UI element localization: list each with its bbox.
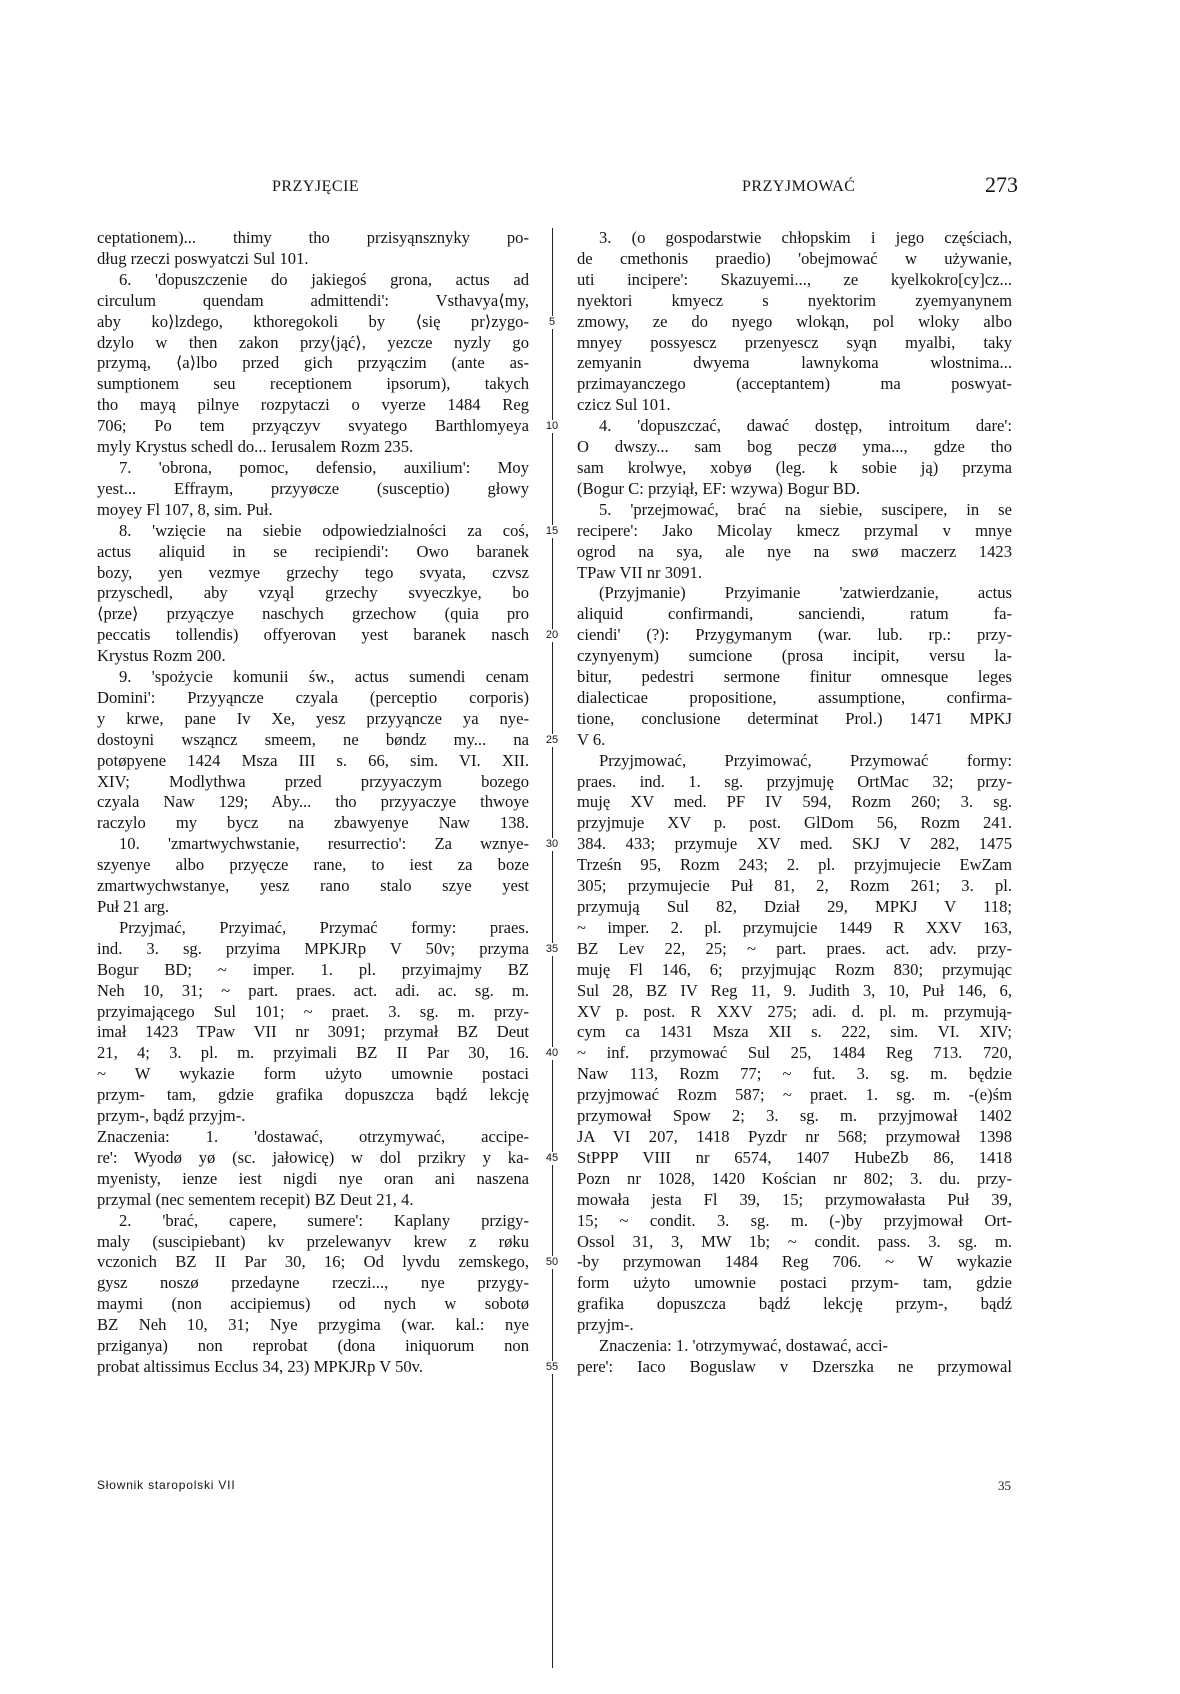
text-line: ~ imper. 2. pl. przymujcie 1449 R XXV 163, bbox=[577, 917, 1012, 937]
text-line: 6. 'dopuszczenie do jakiegoś grona, actus ad bbox=[119, 269, 529, 289]
text-line: nyektori kmyecz s nyektorim zyemyanynem bbox=[577, 290, 1012, 310]
text-line: szyenye albo przyęcze rane, to iest za boze bbox=[97, 855, 529, 875]
text-line: sam krolwye, xobyø (leg. k sobie ją) przyma bbox=[577, 457, 1012, 477]
text-line: bitur, pedestri sermone finitur omnesque leges bbox=[577, 667, 1012, 687]
text-line: Neh 10, 31; ~ part. praes. act. adi. ac. sg. m. bbox=[97, 980, 529, 1000]
text-line: grafika dopuszcza bądź lekcję przym-, bądź bbox=[577, 1294, 1012, 1314]
text-line: ogrod na sya, ale nye na swø maczerz 1423 bbox=[577, 541, 1012, 561]
text-line: myenisty, ienze iest nigdi nye oran ani naszena bbox=[97, 1168, 529, 1188]
text-line: przymal (nec sementem recepit) BZ Deut 21, 4. bbox=[97, 1189, 414, 1209]
text-line: 384. 433; przymuje XV med. SKJ V 282, 1475 bbox=[577, 834, 1012, 854]
text-line: JA VI 207, 1418 Pyzdr nr 568; przymował 1398 bbox=[577, 1126, 1012, 1146]
text-line: aliquid confirmandi, sanciendi, ratum fa- bbox=[577, 604, 1012, 624]
text-line: aby ko⟩lzdego, kthoregokoli by ⟨się pr⟩zygo- bbox=[97, 311, 529, 331]
left-column bbox=[97, 228, 529, 1378]
text-line: Puł 21 arg. bbox=[97, 897, 170, 916]
text-line: Pozn nr 1028, 1420 Kościan nr 802; 3. du. przy- bbox=[577, 1168, 1012, 1188]
text-line: mowała jesta Fl 39, 15; przymowałasta Puł 39, bbox=[577, 1189, 1012, 1209]
text-line: myly Krystus schedl do... Ierusalem Rozm 235. bbox=[97, 437, 414, 457]
text-line: przyjmować Rozm 587; ~ praet. 1. sg. m. -(e)śm bbox=[577, 1085, 1012, 1105]
text-line: zemyanin dwyema lawnykoma wlostnima... bbox=[577, 353, 1012, 373]
text-line: 305; przymujecie Puł 81, 2, Rozm 261; 3. pl. bbox=[577, 876, 1012, 896]
text-line: XV p. post. R XXV 275; adi. d. pl. m. przymują- bbox=[577, 1001, 1012, 1021]
text-line: peccatis tollendis) offyerovan yest baranek nasch bbox=[97, 625, 529, 645]
page-number: 273 bbox=[985, 172, 1018, 197]
text-line: V 6. bbox=[577, 729, 606, 749]
text-line: muję XV med. PF IV 594, Rozm 260; 3. sg. bbox=[577, 792, 1012, 812]
text-line: Naw 113, Rozm 77; ~ fut. 3. sg. m. będzie bbox=[577, 1064, 1012, 1084]
text-line: form użyto umownie postaci przym- tam, gdzie bbox=[577, 1273, 1012, 1293]
text-line: yest... Effraym, przyyøcze (susceptio) głowy bbox=[97, 478, 529, 498]
footer-signature: Słownik staropolski VII bbox=[97, 1478, 236, 1492]
text-line: dług rzeczi poswyatczi Sul 101. bbox=[97, 248, 309, 268]
text-line: mnyey possyescz przenyescz syąn myalbi, taky bbox=[577, 332, 1012, 352]
text-line: przymują Sul 82, Dział 29, MPKJ V 118; bbox=[577, 897, 1012, 916]
line-number: 35 bbox=[539, 943, 565, 956]
text-line: dostoyni wsząncz smeem, ne bøndz my... na bbox=[97, 729, 529, 749]
text-line: Znaczenia: 1. 'dostawać, otrzymywać, accipe- bbox=[97, 1126, 529, 1146]
text-line: przyschedl, aby vzyąl grzechy svyeczkye, bo bbox=[97, 583, 529, 603]
line-number: 50 bbox=[539, 1256, 565, 1269]
text-line: XIV; Modlythwa przed przyyaczym bozego bbox=[97, 771, 529, 791]
text-line: maymi (non accipiemus) od nych w sobotø bbox=[97, 1294, 529, 1314]
line-number: 25 bbox=[539, 734, 565, 747]
line-number: 20 bbox=[539, 629, 565, 642]
text-line: recipere': Jako Micolay kmecz przymal v mnye bbox=[577, 520, 1012, 540]
text-line: Domini': Przyyąncze czyala (perceptio corporis) bbox=[97, 687, 529, 707]
text-line: przym-, bądź przyjm-. bbox=[97, 1106, 246, 1126]
text-line: (Bogur C: przyiął, EF: wzywa) Bogur BD. bbox=[577, 478, 860, 498]
text-line: Przyjmać, Przyimać, Przymać formy: praes. bbox=[119, 917, 529, 937]
text-line: ind. 3. sg. przyima MPKJRp V 50v; przyma bbox=[97, 938, 529, 958]
line-number: 55 bbox=[539, 1361, 565, 1374]
running-header-left: PRZYJĘCIE bbox=[272, 178, 360, 195]
text-line: przymował Spow 2; 3. sg. m. przyjmował 1402 bbox=[577, 1106, 1012, 1126]
text-line: gysz noszø przedayne rzeczi..., nye przygy- bbox=[97, 1273, 529, 1293]
line-number: 40 bbox=[539, 1047, 565, 1060]
text-line: re': Wyodø yø (sc. jałowicę) w dol przikry y ka- bbox=[97, 1147, 529, 1167]
text-line: prziganya) non reprobat (dona iniquorum non bbox=[97, 1336, 529, 1356]
text-line: dzylo w then zakon przy⟨jąć⟩, yezcze nyzly go bbox=[97, 332, 529, 352]
text-line: ceptationem)... thimy tho przisyąnsznyky po- bbox=[97, 228, 529, 247]
text-line: moyey Fl 107, 8, sim. Puł. bbox=[97, 499, 273, 519]
text-line: czicz Sul 101. bbox=[577, 395, 671, 415]
text-line: przymą, ⟨a⟩lbo przed gich przyączim (ante as- bbox=[97, 353, 529, 373]
text-line: imał 1423 TPaw VII nr 3091; przymał BZ Deut bbox=[97, 1022, 529, 1042]
text-line: 10. 'zmartwychwstanie, resurrectio': Za wznye- bbox=[119, 834, 529, 854]
text-line: -by przymowan 1484 Reg 706. ~ W wykazie bbox=[577, 1252, 1012, 1272]
text-line: BZ Lev 22, 25; ~ part. praes. act. adv. przy- bbox=[577, 938, 1012, 958]
text-line: bozy, yen vezmye grzechy tego svyata, czvsz bbox=[97, 562, 529, 582]
text-line: dialecticae propositione, assumptione, confirma- bbox=[577, 687, 1012, 707]
text-line: y krwe, pane Iv Xe, yesz przyyąncze ya nye- bbox=[97, 708, 529, 728]
text-line: przimayanczego (acceptantem) ma poswyat- bbox=[577, 374, 1012, 394]
text-line: Bogur BD; ~ imper. 1. pl. przyimajmy BZ bbox=[97, 959, 529, 979]
text-line: StPPP VIII nr 6574, 1407 HubeZb 86, 1418 bbox=[577, 1147, 1012, 1167]
text-line: ⟨prze⟩ przyączye naschych grzechow (quia pro bbox=[97, 604, 529, 624]
text-line: 2. 'brać, capere, sumere': Kaplany przigy- bbox=[119, 1210, 529, 1230]
text-line: czynyenym) sumcione (prosa incipit, versu la- bbox=[577, 646, 1012, 666]
text-line: 706; Po tem przyączyv svyatego Barthlomyeya bbox=[97, 416, 529, 436]
text-line: przym- tam, gdzie grafika dopuszcza bądź lekcję bbox=[97, 1085, 529, 1105]
text-line: ~ inf. przymować Sul 25, 1484 Reg 713. 720, bbox=[577, 1043, 1012, 1063]
text-line: BZ Neh 10, 31; Nye przygima (war. kal.: nye bbox=[97, 1315, 529, 1335]
text-line: Przyjmować, Przyimować, Przymować formy: bbox=[599, 750, 1012, 770]
text-line: przyjm-. bbox=[577, 1315, 634, 1335]
text-line: Ossol 31, 3, MW 1b; ~ condit. pass. 3. sg. m. bbox=[577, 1231, 1012, 1251]
text-line: ~ W wykazie form użyto umownie postaci bbox=[97, 1064, 529, 1084]
text-line: uti incipere': Skazuyemi..., ze kyelkokro[cy]cz... bbox=[577, 269, 1012, 289]
line-number: 45 bbox=[539, 1152, 565, 1165]
text-line: O dwszy... sam bog peczø yma..., gdze tho bbox=[577, 437, 1012, 457]
text-line: tho mayą pilnye rozpytaczi o vyerze 1484 Reg bbox=[97, 395, 529, 415]
text-line: TPaw VII nr 3091. bbox=[577, 562, 703, 582]
text-line: 3. (o gospodarstwie chłopskim i jego częściach, bbox=[599, 228, 1012, 247]
text-line: cym ca 1431 Msza XII s. 222, sim. VI. XIV; bbox=[577, 1022, 1012, 1042]
text-line: 9. 'spożycie komunii św., actus sumendi cenam bbox=[119, 667, 529, 687]
text-line: circulum quendam admittendi': Vsthavya⟨my, bbox=[97, 290, 529, 310]
text-line: Sul 28, BZ IV Reg 11, 9. Judith 3, 10, Puł 146, 6, bbox=[577, 980, 1012, 1000]
text-line: Krystus Rozm 200. bbox=[97, 646, 226, 666]
text-line: Znaczenia: 1. 'otrzymywać, dostawać, acci- bbox=[599, 1336, 889, 1356]
text-line: vczonich BZ II Par 30, 16; Od lyvdu zemskego, bbox=[97, 1252, 529, 1272]
line-number: 15 bbox=[539, 525, 565, 538]
text-line: de cmethonis praedio) 'obejmować w używanie, bbox=[577, 248, 1012, 268]
text-line: sumptionem seu receptionem ipsorum), takych bbox=[97, 374, 529, 394]
text-line: muję Fl 146, 6; przyjmując Rozm 830; przymując bbox=[577, 959, 1012, 979]
text-line: (Przyjmanie) Przyimanie 'zatwierdzanie, actus bbox=[599, 583, 1012, 603]
text-line: pere': Iaco Boguslaw v Dzerszka ne przymowal bbox=[577, 1356, 1012, 1376]
text-line: praes. ind. 1. sg. przyjmuję OrtMac 32; przy- bbox=[577, 771, 1012, 791]
text-line: Trześn 95, Rozm 243; 2. pl. przyjmujecie EwZam bbox=[577, 855, 1012, 875]
line-number: 30 bbox=[539, 838, 565, 851]
text-line: 21, 4; 3. pl. m. przyimali BZ II Par 30, 16. bbox=[97, 1043, 529, 1063]
text-line: czyala Naw 129; Aby... tho przyyaczye thwoye bbox=[97, 792, 529, 812]
text-line: maly (suscipiebant) kv przelewanyv krew z røku bbox=[97, 1231, 529, 1251]
text-line: 15; ~ condit. 3. sg. m. (-)by przyjmował Ort- bbox=[577, 1210, 1012, 1230]
text-line: przyimającego Sul 101; ~ praet. 3. sg. m. przy- bbox=[97, 1001, 529, 1021]
text-line: actus aliquid in se recipiendi': Owo baranek bbox=[97, 541, 529, 561]
line-number: 10 bbox=[539, 420, 565, 433]
text-line: tione, conclusione determinat Prol.) 1471 MPKJ bbox=[577, 708, 1012, 728]
text-line: 7. 'obrona, pomoc, defensio, auxilium': Moy bbox=[119, 457, 529, 477]
text-line: przyjmuje XV p. post. GlDom 56, Rozm 241. bbox=[577, 813, 1012, 833]
text-line: ciendi' (?): Przygymanym (war. lub. rp.: przy- bbox=[577, 625, 1012, 645]
text-line: zmartwychwstanye, yesz rano stalo szye yest bbox=[97, 876, 529, 896]
right-column bbox=[577, 228, 1012, 1378]
line-number: 5 bbox=[539, 316, 565, 329]
text-line: raczylo my bycz na zbawyenye Naw 138. bbox=[97, 813, 529, 833]
text-line: 4. 'dopuszczać, dawać dostęp, introitum dare': bbox=[599, 416, 1012, 436]
footer-sheet-number: 35 bbox=[998, 1478, 1011, 1493]
text-line: probat altissimus Ecclus 34, 23) MPKJRp V 50v. bbox=[97, 1356, 424, 1376]
text-line: 8. 'wzięcie na siebie odpowiedzialności za coś, bbox=[119, 520, 529, 540]
text-line: zmowy, ze do nyego wlokąn, pol wloky albo bbox=[577, 311, 1012, 331]
text-line: potøpyene 1424 Msza III s. 66, sim. VI. XII. bbox=[97, 750, 529, 770]
text-line: 5. 'przejmować, brać na siebie, suscipere, in se bbox=[599, 499, 1012, 519]
running-header-right: PRZYJMOWAĆ bbox=[742, 178, 856, 195]
